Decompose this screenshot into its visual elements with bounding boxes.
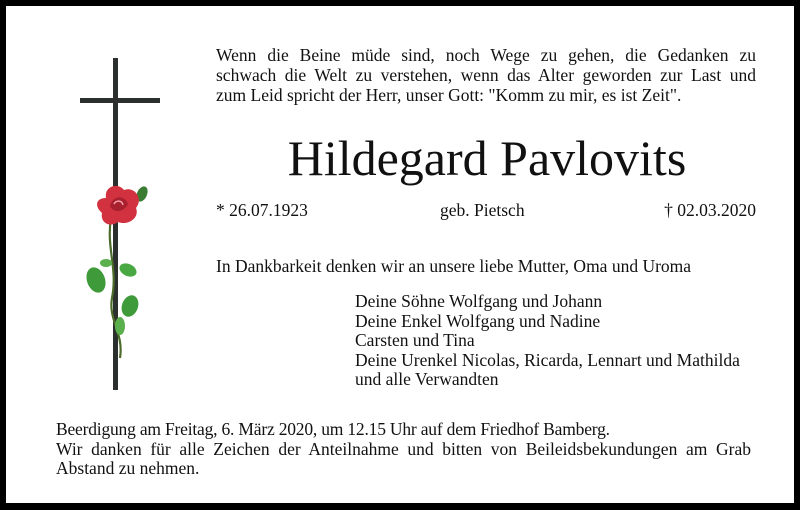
death-date: † 02.03.2020 bbox=[664, 200, 756, 220]
verse bbox=[216, 45, 756, 105]
verse-line: Wenn die Beine müde sind, noch Wege zu gehen, die Gedanken zu bbox=[216, 45, 756, 65]
mourners-list bbox=[355, 292, 775, 390]
deceased-name: Hildegard Pavlovits bbox=[287, 130, 687, 186]
condolence-note-line: Wir danken für alle Zeichen der Anteilnahme und bitten von Beileidsbekundungen am Grab bbox=[56, 438, 751, 459]
thanks-line: In Dankbarkeit denken wir an unsere liebe Mutter, Oma und Uroma bbox=[216, 256, 692, 276]
footer-notes bbox=[56, 420, 751, 479]
mourner-line: Deine Enkel Wolfgang und Nadine bbox=[355, 310, 601, 331]
mourner-line: Deine Söhne Wolfgang und Johann bbox=[355, 291, 603, 311]
cross-with-rose-icon bbox=[66, 58, 166, 390]
funeral-info: Beerdigung am Freitag, 6. März 2020, um 12.15 Uhr auf dem Friedhof Bamberg. bbox=[56, 419, 610, 439]
birth-date: * 26.07.1923 bbox=[216, 200, 308, 220]
obituary-notice bbox=[6, 6, 794, 503]
mourner-line: Carsten und Tina bbox=[355, 330, 475, 350]
condolence-note-line: Abstand zu nehmen. bbox=[56, 458, 200, 478]
mourner-line: Deine Urenkel Nicolas, Ricarda, Lennart und Mathilda bbox=[355, 349, 740, 370]
mourner-line: und alle Verwandten bbox=[355, 369, 499, 389]
verse-line: zum Leid spricht der Herr, unser Gott: "Komm zu mir, es ist Zeit". bbox=[216, 85, 682, 105]
verse-line: schwach die Welt zu verstehen, wenn das Alter geworden zur Last und bbox=[216, 65, 756, 85]
maiden-name: geb. Pietsch bbox=[440, 200, 525, 220]
